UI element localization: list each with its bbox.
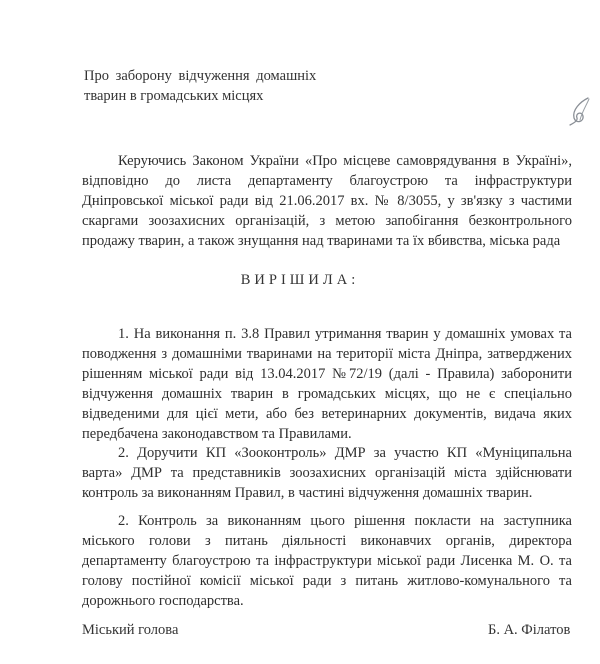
document-title [84, 66, 344, 106]
document-title-line-1: Про заборону відчуження домашніх [84, 68, 317, 84]
decision-item-3 [82, 511, 572, 611]
signatory-name: Б. А. Філатов [488, 622, 571, 638]
preamble-text: Керуючись Законом України «Про місцеве самоврядування в Україні», відповідно до листа департаменту благоустрою та інфраструктури Дніпровської міської ради від 21.06.2017 вх. № 8/3055, у зв'язку з частими скаргами зоозахисних організацій, з метою запобігання безконтрольного продажу тварин, а також знущання над тваринами та їх вбивства, міська рада [82, 153, 572, 249]
decision-item-text: 1. На виконання п. 3.8 Правил утримання тварин у домашніх умовах та поводження з домашніми тваринами на території міста Дніпра, затверджених рішенням міської ради від 13.04.2017 №72/19 (далі - Правила) заборонити відчуження домашніх тварин в громадських місцях, що не є спеціально відведеними для цієї мети, або без ветеринарних документів, видача яких передбачена законодавством та Правилами. [82, 326, 572, 442]
document-title-line-2: тварин в громадських місцях [84, 88, 264, 104]
signatory-title: Міський голова [82, 622, 179, 638]
decision-item-text: 2. Доручити КП «Зооконтроль» ДМР за участю КП «Муніципальна варта» ДМР та представників зоозахисних організацій міста здійснювати контроль за виконанням Правил, в частині відчуження домашніх тварин. [82, 445, 572, 501]
decision-item-text: 2. Контроль за виконанням цього рішення покласти на заступника міського голови з питань діяльності виконавчих органів, директора департаменту благоустрою та інфраструктури міської ради Лисенка М. О. та голову постійної комісії міської ради з питань житлово-комунального та дорожнього господарства. [82, 513, 572, 609]
decision-item-1 [82, 324, 572, 444]
decision-heading: ВИРІШИЛА: [240, 272, 360, 288]
decision-item-2 [82, 443, 572, 503]
preamble-paragraph [82, 151, 572, 251]
handwritten-signature-icon [568, 96, 592, 126]
